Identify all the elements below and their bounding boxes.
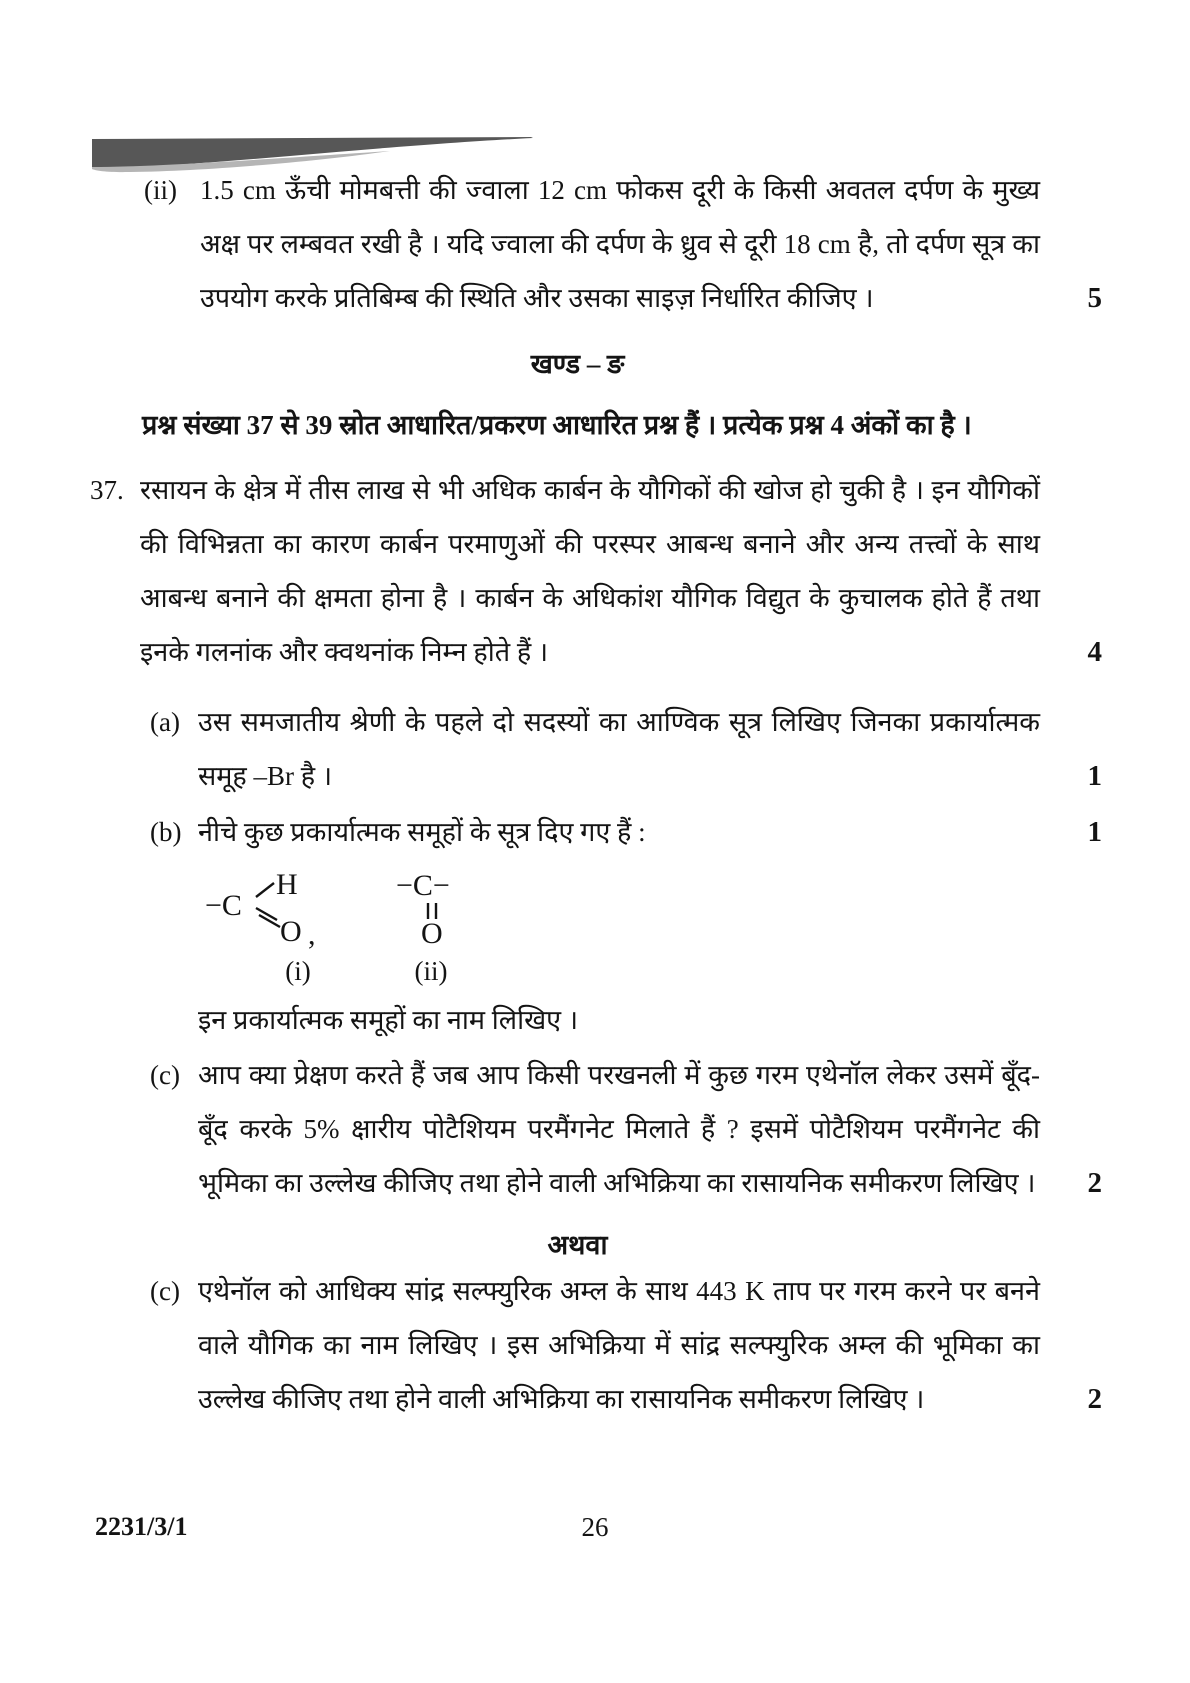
or-separator: अथवा bbox=[547, 1230, 608, 1260]
structure1-label: (i) bbox=[285, 956, 311, 986]
question-37-number: 37. bbox=[90, 475, 124, 505]
paper-code: 2231/3/1 bbox=[95, 1512, 188, 1541]
part-b-closing-text: इन प्रकार्यात्मक समूहों का नाम लिखिए । bbox=[198, 1005, 579, 1035]
functional-group-structure-2 bbox=[392, 862, 482, 952]
section-heading: खण्ड – ङ bbox=[530, 349, 625, 379]
structure1-bonds bbox=[200, 862, 340, 952]
question-ii-text: 1.5 cm ऊँची मोमबत्ती की ज्वाला 12 cm फोकस दूरी के किसी अवतल दर्पण के मुख्य अक्ष पर लम्बवत रखी है । यदि ज्वाला की दर्पण के ध्रुव से दूरी 18 cm है, तो दर्पण सूत्र का उपयोग करके प्रतिबिम्ब की स्थिति और उसका साइज़ निर्धारित कीजिए । bbox=[200, 175, 1040, 313]
part-a-text: उस समजातीय श्रेणी के पहले दो सदस्यों का आण्विक सूत्र लिखिए जिनका प्रकार्यात्मक समूह –Br है । bbox=[198, 707, 1040, 791]
structure2-label: (ii) bbox=[414, 956, 448, 986]
structure1-comma: , bbox=[308, 918, 316, 951]
page-number: 26 bbox=[581, 1512, 609, 1542]
structure2-bonds bbox=[392, 862, 482, 952]
structure2-carbon: −C− bbox=[396, 869, 450, 902]
part-a-label: (a) bbox=[150, 707, 180, 737]
single-bond-c-h bbox=[256, 883, 274, 897]
part-c-or-label: (c) bbox=[150, 1276, 180, 1306]
part-c-label: (c) bbox=[150, 1060, 180, 1090]
part-c-or-marks: 2 bbox=[1087, 1383, 1102, 1415]
structure1-carbon: −C bbox=[205, 889, 242, 922]
part-a-marks: 1 bbox=[1087, 760, 1102, 792]
structure1-hydrogen: H bbox=[276, 868, 298, 901]
part-b-label: (b) bbox=[150, 817, 182, 847]
section-instruction: प्रश्न संख्या 37 से 39 स्रोत आधारित/प्रकरण आधारित प्रश्न हैं । प्रत्येक प्रश्न 4 अंकों का है । bbox=[142, 410, 972, 440]
part-c-marks: 2 bbox=[1087, 1167, 1102, 1199]
part-c-text: आप क्या प्रेक्षण करते हैं जब आप किसी परखनली में कुछ गरम एथेनॉल लेकर उसमें बूँद-बूँद करके 5% क्षारीय पोटैशियम परमैंगनेट मिलाते हैं ? इसमें पोटैशियम परमैंगनेट की भूमिका का उल्लेख कीजिए तथा होने वाली अभिक्रिया का रासायनिक समीकरण लिखिए । bbox=[198, 1060, 1040, 1198]
structure1-oxygen: O bbox=[280, 915, 302, 948]
question-37-intro: रसायन के क्षेत्र में तीस लाख से भी अधिक कार्बन के यौगिकों की खोज हो चुकी है । इन यौगिकों की विभिन्नता का कारण कार्बन परमाणुओं की परस्पर आबन्ध बनाने और अन्य तत्त्वों के साथ आबन्ध बनाने की क्षमता होना है । कार्बन के अधिकांश यौगिक विद्युत के कुचालक होते हैं तथा इनके गलनांक और क्वथनांक निम्न होते हैं । bbox=[140, 475, 1040, 667]
part-b-text: नीचे कुछ प्रकार्यात्मक समूहों के सूत्र दिए गए हैं : bbox=[198, 817, 646, 847]
functional-group-structure-1 bbox=[200, 862, 340, 952]
question-ii-marks: 5 bbox=[1087, 282, 1102, 314]
structure2-oxygen: O bbox=[421, 917, 443, 950]
part-c-or-text: एथेनॉल को आधिक्य सांद्र सल्फ्युरिक अम्ल के साथ 443 K ताप पर गरम करने पर बनने वाले यौगिक का नाम लिखिए । इस अभिक्रिया में सांद्र सल्फ्युरिक अम्ल की भूमिका का उल्लेख कीजिए तथा होने वाली अभिक्रिया का रासायनिक समीकरण लिखिए । bbox=[198, 1276, 1040, 1414]
part-b-marks: 1 bbox=[1087, 816, 1102, 848]
question-ii-label: (ii) bbox=[144, 175, 177, 205]
question-37-marks: 4 bbox=[1087, 636, 1102, 668]
